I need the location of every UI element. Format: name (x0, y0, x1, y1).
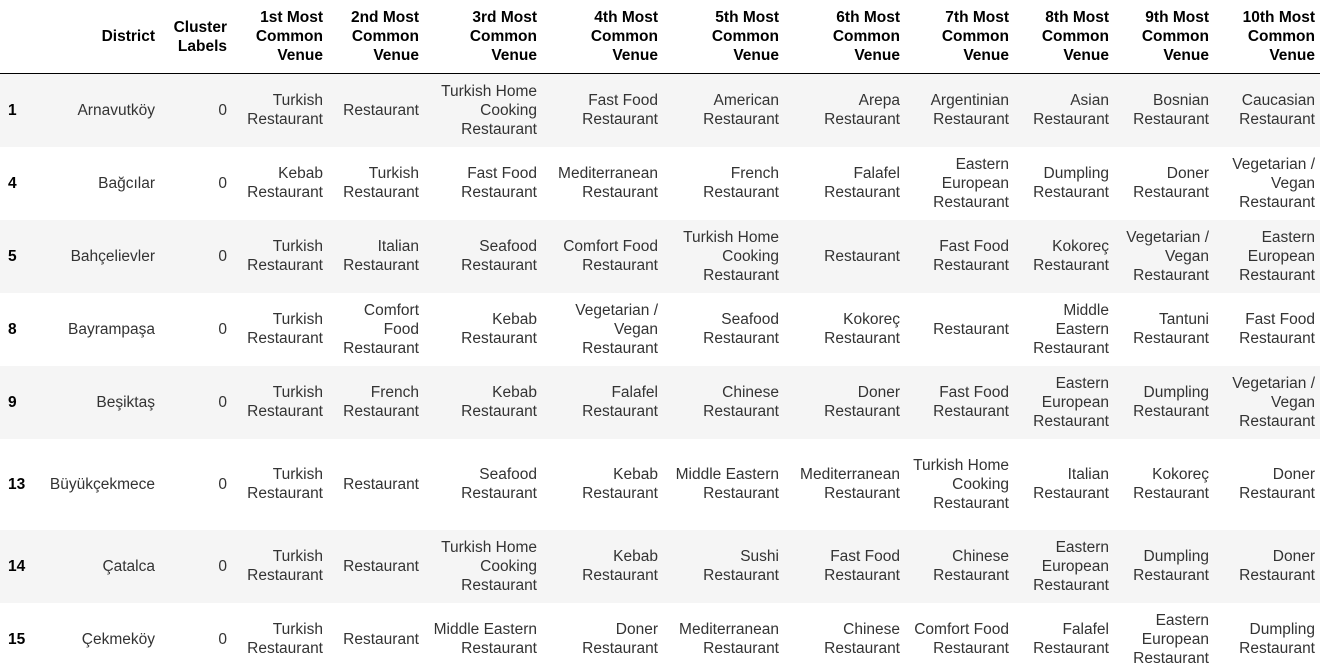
table-row (0, 293, 1320, 366)
venue-cell-4: Comfort Food Restaurant (563, 238, 658, 274)
venue-cell-5: Sushi Restaurant (703, 548, 779, 584)
row-index: 9 (8, 393, 17, 411)
row-index: 1 (8, 101, 17, 119)
venue-cell-5: Seafood Restaurant (703, 311, 779, 347)
venue-cell-2: Italian Restaurant (343, 238, 419, 274)
venue-cell-4: Kebab Restaurant (582, 466, 658, 502)
venue-cell-3: Turkish Home Cooking Restaurant (441, 82, 537, 138)
venue-cell-10: Vegetarian / Vegan Restaurant (1232, 155, 1315, 211)
venue-cell-5: Turkish Home Cooking Restaurant (683, 228, 779, 284)
venue-cell-7: Argentinian Restaurant (930, 92, 1009, 129)
district-cell: Bağcılar (98, 174, 155, 192)
row-index: 13 (8, 475, 26, 493)
row-index: 15 (8, 630, 26, 648)
row-index: 8 (8, 320, 17, 338)
cluster-label-cell: 0 (218, 475, 227, 493)
venue-cell-7: Turkish Home Cooking Restaurant (913, 456, 1009, 512)
venue-cell-4: Doner Restaurant (582, 621, 658, 657)
venue-cell-9: Dumpling Restaurant (1133, 548, 1209, 584)
venue-cell-5: Middle Eastern Restaurant (675, 466, 779, 502)
column-header-venue-2: 2nd Most Common Venue (328, 0, 424, 74)
column-header-venue-1: 1st Most Common Venue (232, 0, 328, 74)
venue-cell-3: Middle Eastern Restaurant (433, 621, 537, 657)
venue-cell-6: Arepa Restaurant (824, 92, 900, 129)
venue-cell-7: Eastern European Restaurant (933, 155, 1009, 211)
venue-cell-3: Seafood Restaurant (461, 238, 537, 274)
cluster-label-cell: 0 (218, 174, 227, 192)
venue-cell-9: Doner Restaurant (1133, 165, 1209, 201)
venue-cell-9: Kokoreç Restaurant (1133, 466, 1209, 502)
cluster-label-cell: 0 (218, 101, 227, 119)
venue-cell-8: Eastern European Restaurant (1033, 538, 1109, 594)
table-row (0, 439, 1320, 530)
venue-cell-3: Kebab Restaurant (461, 384, 537, 420)
table-row (0, 220, 1320, 293)
venue-cell-8: Italian Restaurant (1033, 466, 1109, 502)
venue-cell-6: Restaurant (824, 247, 900, 265)
district-cell: Çekmeköy (81, 630, 155, 648)
cluster-label-cell: 0 (218, 320, 227, 338)
venue-cell-1: Kebab Restaurant (247, 165, 323, 201)
venue-cell-3: Kebab Restaurant (461, 311, 537, 347)
venue-cell-1: Turkish Restaurant (247, 466, 323, 502)
venue-cell-9: Eastern European Restaurant (1133, 611, 1209, 667)
venue-cell-8: Eastern European Restaurant (1033, 374, 1109, 430)
venue-cell-10: Eastern European Restaurant (1239, 228, 1315, 284)
venue-cell-4: Falafel Restaurant (582, 384, 658, 420)
venue-cell-5: French Restaurant (703, 165, 779, 201)
venue-cell-9: Dumpling Restaurant (1133, 384, 1209, 420)
venue-cell-10: Vegetarian / Vegan Restaurant (1232, 374, 1315, 430)
venue-cell-5: Chinese Restaurant (703, 384, 779, 420)
venue-cell-6: Chinese Restaurant (824, 621, 900, 657)
venue-cell-1: Turkish Restaurant (247, 384, 323, 420)
column-header-venue-9: 9th Most Common Venue (1114, 0, 1214, 74)
venue-cell-5: Mediterranean Restaurant (679, 621, 779, 657)
column-header-index (0, 0, 40, 74)
table-row (0, 603, 1320, 667)
cluster-label-cell: 0 (218, 630, 227, 648)
cluster-label-cell: 0 (218, 557, 227, 575)
venue-cell-1: Turkish Restaurant (247, 311, 323, 347)
venue-cell-1: Turkish Restaurant (247, 621, 323, 657)
venue-cell-9: Vegetarian / Vegan Restaurant (1126, 228, 1209, 284)
venue-cell-6: Doner Restaurant (824, 384, 900, 420)
venue-cell-2: Restaurant (343, 475, 419, 493)
venue-cell-5: American Restaurant (703, 92, 779, 129)
table-row (0, 147, 1320, 220)
column-header-venue-5: 5th Most Common Venue (663, 0, 784, 74)
venue-cell-1: Turkish Restaurant (247, 548, 323, 584)
district-cell: Bayrampaşa (67, 320, 155, 338)
row-index: 14 (8, 557, 26, 575)
table-body (0, 74, 1320, 667)
venue-cell-8: Kokoreç Restaurant (1033, 238, 1109, 274)
venue-cell-10: Fast Food Restaurant (1239, 311, 1315, 347)
table-header (0, 0, 1320, 74)
venue-cell-8: Middle Eastern Restaurant (1033, 301, 1109, 357)
venue-cell-10: Caucasian Restaurant (1239, 92, 1315, 129)
cluster-label-cell: 0 (218, 247, 227, 265)
cluster-label-cell: 0 (218, 393, 227, 411)
venue-cell-10: Doner Restaurant (1239, 466, 1315, 502)
header-row (0, 0, 1320, 74)
venue-cell-1: Turkish Restaurant (247, 238, 323, 274)
venue-cell-3: Seafood Restaurant (461, 466, 537, 502)
table-row (0, 74, 1320, 147)
column-header-venue-10: 10th Most Common Venue (1214, 0, 1320, 74)
venue-cell-2: Restaurant (343, 557, 419, 575)
venue-cell-10: Doner Restaurant (1239, 548, 1315, 584)
district-cell: Beşiktaş (96, 393, 155, 411)
venue-cell-9: Bosnian Restaurant (1133, 92, 1209, 129)
column-header-venue-4: 4th Most Common Venue (542, 0, 663, 74)
venue-cell-3: Turkish Home Cooking Restaurant (441, 538, 537, 594)
venue-cell-2: Comfort Food Restaurant (343, 301, 419, 357)
venue-cell-4: Mediterranean Restaurant (558, 165, 658, 201)
district-cell: Çatalca (102, 557, 155, 575)
venue-cell-2: French Restaurant (343, 384, 419, 420)
venue-cell-7: Fast Food Restaurant (933, 238, 1009, 274)
column-header-venue-3: 3rd Most Common Venue (424, 0, 542, 74)
venue-cell-10: Dumpling Restaurant (1239, 621, 1315, 657)
table-row (0, 366, 1320, 439)
venue-cell-1: Turkish Restaurant (247, 92, 323, 129)
venue-cell-2: Turkish Restaurant (343, 165, 419, 201)
district-cell: Arnavutköy (77, 101, 155, 119)
venue-cell-7: Fast Food Restaurant (933, 384, 1009, 420)
venue-cell-4: Kebab Restaurant (582, 548, 658, 584)
row-index: 5 (8, 247, 17, 265)
venue-cell-6: Fast Food Restaurant (824, 548, 900, 584)
venue-cell-7: Comfort Food Restaurant (914, 621, 1009, 657)
venue-cell-8: Dumpling Restaurant (1033, 165, 1109, 201)
venue-cell-7: Chinese Restaurant (933, 548, 1009, 584)
venue-cell-4: Fast Food Restaurant (582, 92, 658, 129)
venue-cell-8: Falafel Restaurant (1033, 621, 1109, 657)
column-header-district: District (40, 0, 160, 74)
venue-cell-7: Restaurant (933, 320, 1009, 338)
venue-cell-4: Vegetarian / Vegan Restaurant (575, 301, 658, 357)
column-header-venue-8: 8th Most Common Venue (1014, 0, 1114, 74)
district-cell: Büyükçekmece (49, 475, 155, 493)
venue-cell-6: Falafel Restaurant (824, 165, 900, 201)
column-header-cluster-labels: Cluster Labels (160, 0, 232, 74)
district-cell: Bahçelievler (70, 247, 155, 265)
column-header-venue-7: 7th Most Common Venue (905, 0, 1014, 74)
column-header-venue-6: 6th Most Common Venue (784, 0, 905, 74)
venue-cell-6: Mediterranean Restaurant (800, 466, 900, 502)
venue-cell-3: Fast Food Restaurant (461, 165, 537, 201)
venue-cell-2: Restaurant (343, 101, 419, 119)
venue-cell-9: Tantuni Restaurant (1133, 311, 1209, 347)
venue-cell-6: Kokoreç Restaurant (824, 311, 900, 347)
venue-cell-2: Restaurant (343, 630, 419, 648)
table-row (0, 530, 1320, 603)
row-index: 4 (8, 174, 17, 192)
venue-cell-8: Asian Restaurant (1033, 92, 1109, 129)
